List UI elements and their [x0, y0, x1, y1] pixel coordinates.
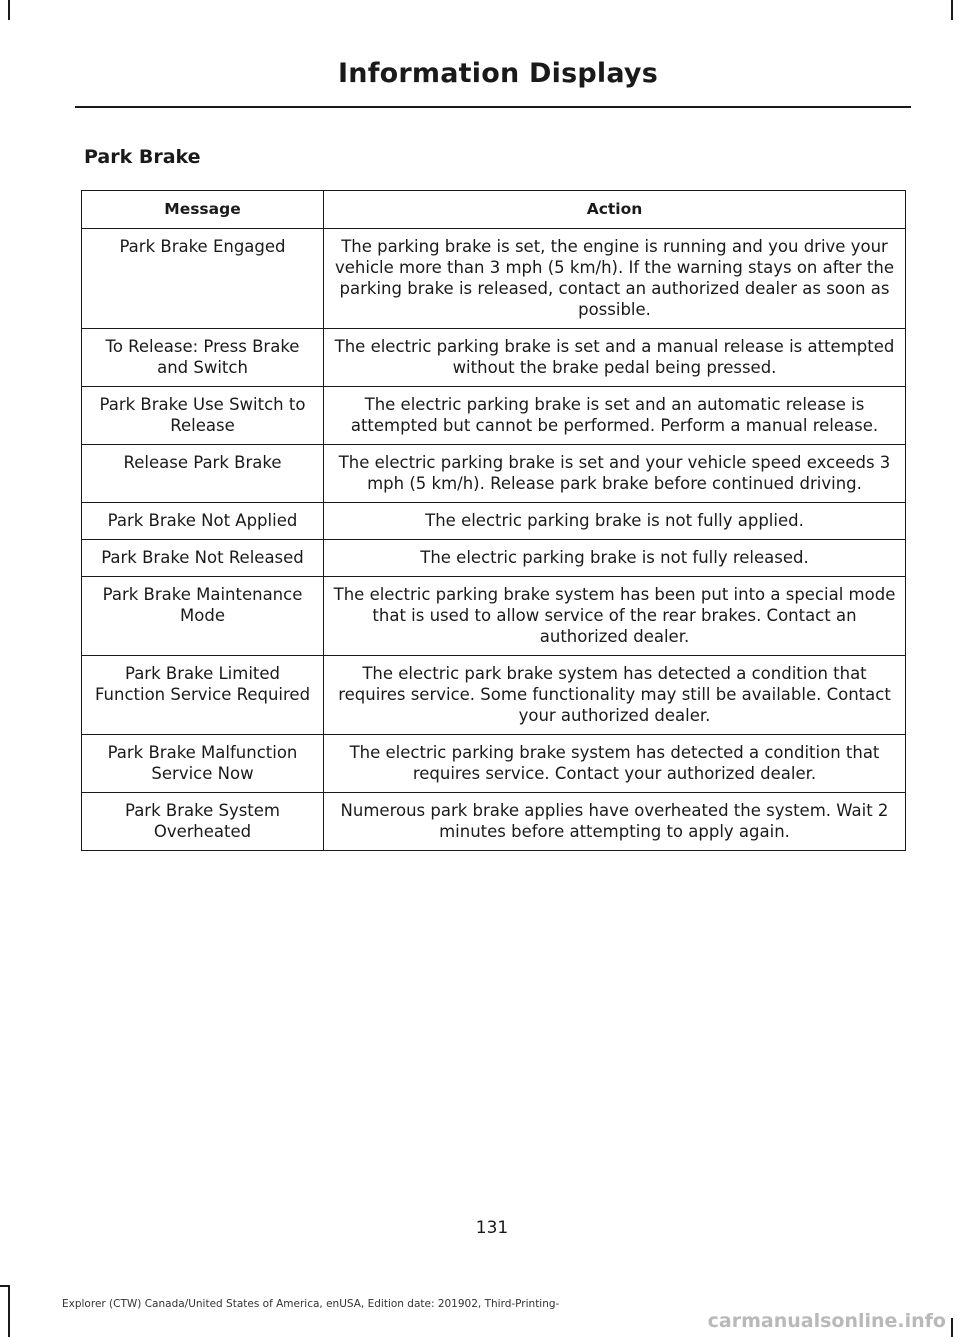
action-cell: The parking brake is set, the engine is running and you drive your vehicle more than 3 mph (5 km/h). If the warning stays on after the parking brake is released, contact an authorized dealer as soon as possible. — [324, 229, 906, 329]
column-header-message: Message — [82, 191, 324, 229]
action-cell: The electric parking brake is set and an automatic release is attempted but cannot be performed. Perform a manual release. — [324, 387, 906, 445]
watermark: carmanualsonline.info — [707, 1310, 946, 1332]
message-cell: Park Brake Malfunction Service Now — [82, 735, 324, 793]
table-row — [82, 735, 906, 793]
table-row — [82, 503, 906, 540]
action-cell: The electric parking brake system has detected a condition that requires service. Contact your authorized dealer. — [324, 735, 906, 793]
table-row — [82, 656, 906, 735]
message-cell: Park Brake Not Released — [82, 540, 324, 577]
table-row — [82, 577, 906, 656]
crop-mark-top-right — [951, 0, 953, 20]
crop-mark-top-left — [8, 0, 10, 20]
message-cell: Park Brake Maintenance Mode — [82, 577, 324, 656]
crop-mark-bottom-left — [8, 1285, 10, 1337]
message-cell: Park Brake Not Applied — [82, 503, 324, 540]
message-cell: Park Brake Engaged — [82, 229, 324, 329]
crop-mark-bottom-right — [951, 1318, 953, 1337]
table-row — [82, 387, 906, 445]
message-cell: Release Park Brake — [82, 445, 324, 503]
message-cell: To Release: Press Brake and Switch — [82, 329, 324, 387]
message-cell: Park Brake Limited Function Service Required — [82, 656, 324, 735]
page-number: 131 — [475, 1218, 509, 1238]
park-brake-messages-table — [81, 190, 906, 851]
action-cell: The electric parking brake is set and a manual release is attempted without the brake pedal being pressed. — [324, 329, 906, 387]
action-cell: The electric parking brake is not fully released. — [324, 540, 906, 577]
message-cell: Park Brake System Overheated — [82, 793, 324, 851]
section-title: Park Brake — [84, 146, 201, 168]
table-row — [82, 329, 906, 387]
table-header-row — [82, 191, 906, 229]
action-cell: The electric park brake system has detected a condition that requires service. Some functionality may still be available. Contact your authorized dealer. — [324, 656, 906, 735]
table-row — [82, 540, 906, 577]
table-row — [82, 793, 906, 851]
page-header-title: Information Displays — [338, 58, 658, 89]
action-cell: The electric parking brake system has been put into a special mode that is used to allow service of the rear brakes. Contact an authorized dealer. — [324, 577, 906, 656]
header-divider — [75, 106, 911, 108]
table-row — [82, 229, 906, 329]
column-header-action: Action — [324, 191, 906, 229]
message-cell: Park Brake Use Switch to Release — [82, 387, 324, 445]
action-cell: Numerous park brake applies have overheated the system. Wait 2 minutes before attempting to apply again. — [324, 793, 906, 851]
table-row — [82, 445, 906, 503]
crop-mark-bottom-left-h — [0, 1285, 9, 1287]
action-cell: The electric parking brake is not fully applied. — [324, 503, 906, 540]
footer-edition-info: Explorer (CTW) Canada/United States of America, enUSA, Edition date: 201902, Third-Printing- — [62, 1298, 560, 1310]
action-cell: The electric parking brake is set and your vehicle speed exceeds 3 mph (5 km/h). Release park brake before continued driving. — [324, 445, 906, 503]
